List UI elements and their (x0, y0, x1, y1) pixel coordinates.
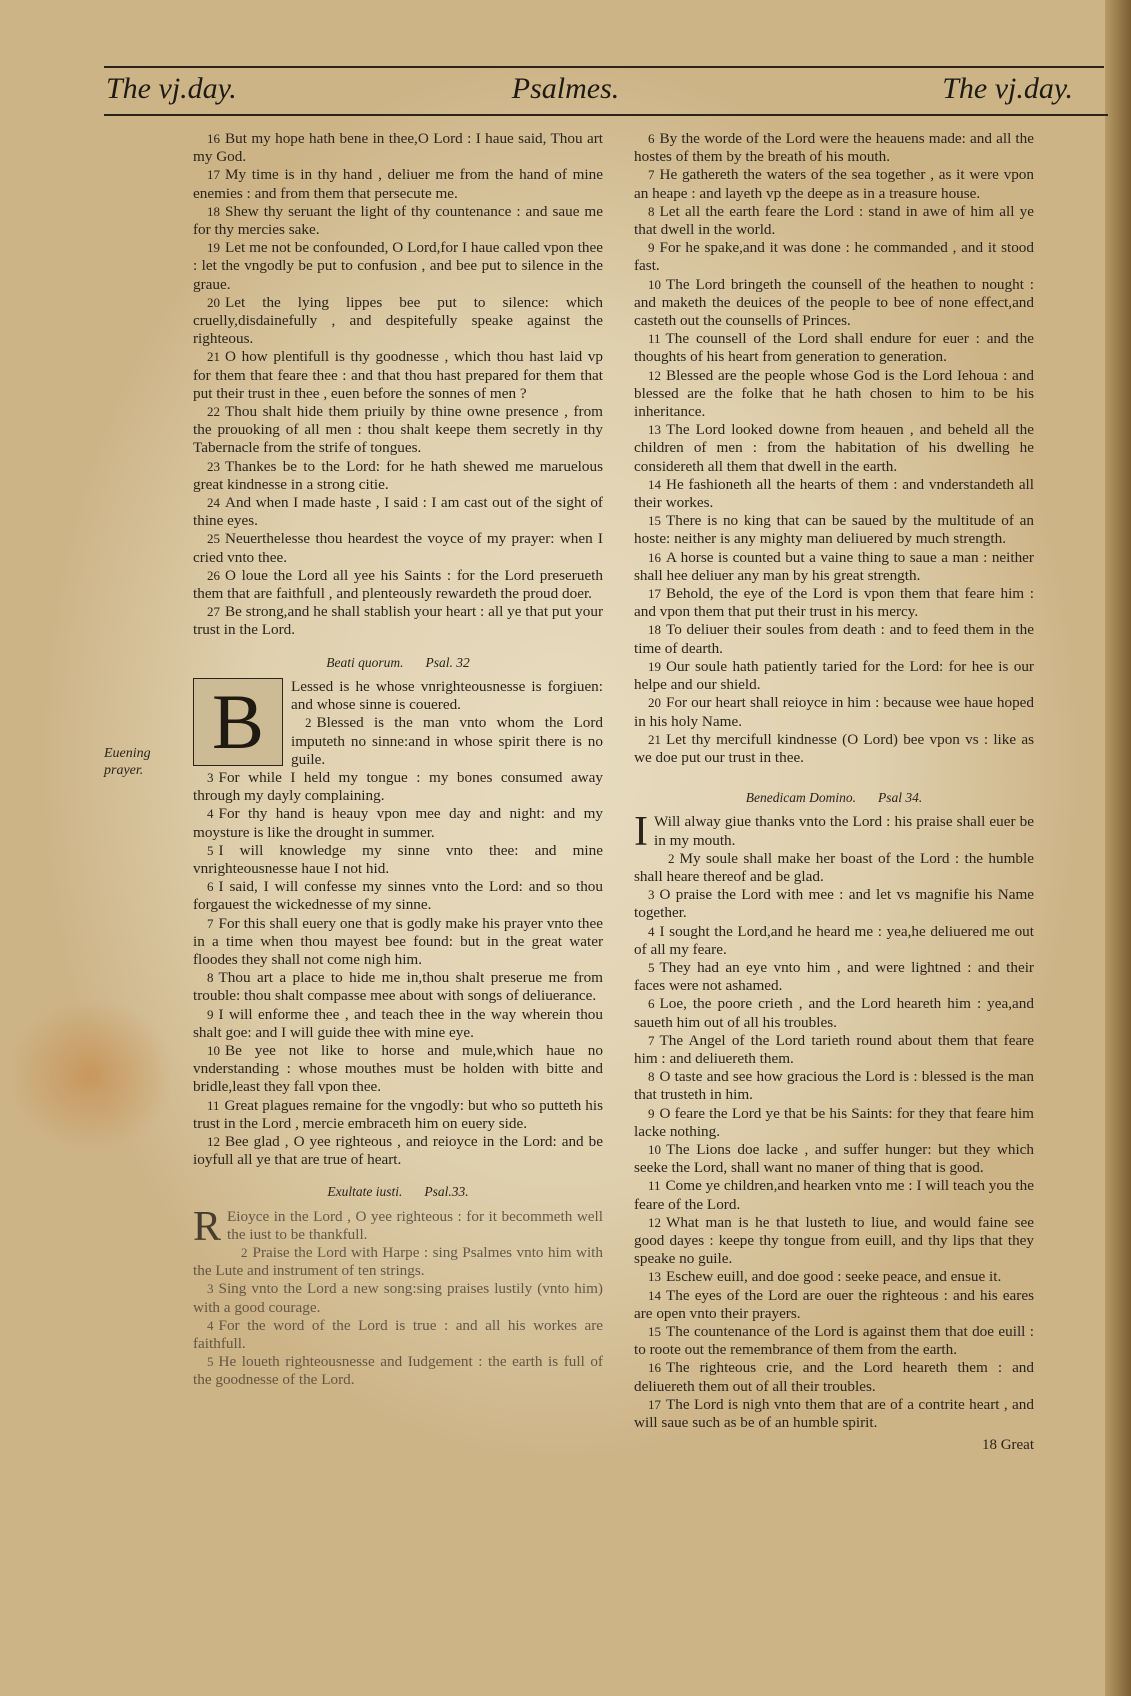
margin-note (104, 745, 164, 779)
verse-text: Our soule hath patiently taried for the Lord: for hee is our helpe and our shield. (634, 657, 1034, 694)
verse (193, 1133, 603, 1169)
verse (193, 1353, 603, 1389)
verse (634, 421, 1034, 476)
verse (634, 367, 1034, 422)
verse-number: 6 (648, 996, 655, 1012)
verse-text: I will knowledge my sinne vnto thee: and mine vnrighteousnesse haue I not hid. (193, 841, 603, 877)
verse-text: They had an eye vnto him , and were lightned : and their faces were not ashamed. (634, 958, 1034, 995)
psalm-32-heading (193, 654, 603, 672)
verse (634, 621, 1034, 657)
verse-text: Great plagues remaine for the vngodly: but who so putteth his trust in the Lord , mercie embraceth him on euery side. (193, 1096, 603, 1132)
verse (193, 130, 603, 166)
verse-text: Praise the Lord with Harpe : sing Psalmes vnto him with the Lute and instrument of ten strings. (193, 1243, 603, 1280)
verse (634, 512, 1034, 548)
verse-number: 6 (648, 131, 655, 146)
verse (634, 959, 1034, 995)
verse (193, 603, 603, 639)
verse-number: 5 (207, 842, 214, 858)
verse (193, 1317, 603, 1353)
verse (634, 1287, 1034, 1323)
verse-number: 21 (648, 731, 661, 747)
verse (193, 769, 603, 805)
verse-text: Let all the earth feare the Lord : stand in awe of him all ye that dwell in the world. (634, 202, 1034, 239)
verse-number: 27 (207, 604, 220, 620)
verse-number: 13 (648, 422, 661, 438)
verse-text: I sought the Lord,and he heard me : yea,he deliuered me out of all my feare. (634, 922, 1034, 958)
verse-text: And when I made haste , I said : I am cast out of the sight of thine eyes. (193, 494, 603, 530)
verse-text: Will alway giue thanks vnto the Lord : his praise shall euer be in my mouth. (654, 813, 1034, 849)
verse-text: Bee glad , O yee righteous , and reioyce in the Lord: and be ioyfull all ye that are true of heart. (193, 1132, 603, 1169)
verse-number: 2 (668, 850, 675, 866)
psalm-31-end (193, 130, 603, 640)
verse-text: My time is in thy hand , deliuer me from the hand of mine enemies : and from them that persecute me. (193, 166, 603, 202)
psalm-34-heading (634, 789, 1034, 807)
verse-number: 10 (648, 276, 661, 292)
verse-number: 18 (648, 622, 661, 638)
verse-text: My soule shall make her boast of the Lord : the humble shall heare thereof and be glad. (634, 849, 1034, 885)
verse-text: Behold, the eye of the Lord is vpon them that feare him : and vpon them that put their trust in his mercy. (634, 585, 1034, 621)
psalm-incipit: Exultate iusti. (327, 1184, 403, 1200)
verse-number: 23 (207, 458, 220, 474)
verse-text: He loueth righteousnesse and Iudgement : the earth is full of the goodnesse of the Lord. (193, 1353, 603, 1389)
header-rule-bottom (104, 114, 1108, 116)
verse-number: 9 (207, 1006, 214, 1022)
verse (634, 995, 1034, 1031)
verse (193, 915, 603, 970)
verse-text: O how plentifull is thy goodnesse , which thou hast laid vp for them that feare thee : and that thou hast prepared for them that put their trust in thee , euen before the sonnes of men ? (193, 348, 603, 402)
verse-number: 8 (207, 970, 214, 986)
verse-text: O taste and see how gracious the Lord is : blessed is the man that trusteth in him. (634, 1068, 1034, 1104)
verse-number: 9 (648, 240, 655, 256)
verse-text: Let thy mercifull kindnesse (O Lord) bee vpon vs : like as we doe put our trust in thee. (634, 730, 1034, 766)
verse-text: He fashioneth all the hearts of them : and vnderstandeth all their workes. (634, 475, 1034, 512)
verse-text: The eyes of the Lord are ouer the righteous : and his eares are open vnto their prayers. (634, 1286, 1034, 1322)
verse-text: A horse is counted but a vaine thing to saue a man : neither shall hee deliuer any man by his great strength. (634, 548, 1034, 584)
verse-text: Loe, the poore crieth , and the Lord heareth him : yea,and saueth him out of all his troubles. (634, 995, 1034, 1031)
psalm-incipit: Benedicam Domino. (745, 790, 856, 806)
verse-text: Eioyce in the Lord , O yee righteous : for it becommeth well the iust to be thankfull. (227, 1207, 603, 1243)
verse (634, 239, 1034, 275)
verse-number: 5 (648, 959, 655, 975)
psalm-34-first-verse (634, 809, 1034, 856)
psalm-33-heading (193, 1183, 603, 1201)
verse-text: By the worde of the Lord were the heauens made: and all the hostes of them by the breath of his mouth. (634, 130, 1034, 166)
verse (634, 130, 1034, 166)
verse-number: 17 (207, 167, 220, 183)
verse (634, 850, 1034, 886)
verse (634, 1359, 1034, 1395)
psalm-32-verses (193, 714, 603, 1169)
verse-text: Sing vnto the Lord a new song:sing praises lustily (vnto him) with a good courage. (193, 1280, 603, 1316)
verse-text: Blessed is the man vnto whom the Lord imputeth no sinne:and in whose spirit there is no guile. (291, 714, 603, 768)
verse (634, 1105, 1034, 1141)
right-column (634, 130, 1034, 1454)
running-head-left: The vj.day. (106, 72, 237, 105)
verse (193, 494, 603, 530)
margin-note-line: Euening (104, 746, 151, 761)
verse-number: 21 (207, 349, 220, 365)
verse-number: 22 (207, 404, 220, 420)
verse-text: Thankes be to the Lord: for he hath shewed me maruelous great kindnesse in a strong citie. (193, 457, 603, 493)
verse-number: 7 (207, 915, 214, 931)
verse-text: Come ye children,and hearken vnto me : I will teach you the feare of the Lord. (634, 1177, 1034, 1213)
psalm-number: Psal. 32 (425, 654, 470, 670)
verse (634, 1068, 1034, 1104)
verse-number: 25 (207, 531, 220, 547)
verse-text: Let me not be confounded, O Lord,for I haue called vpon thee : let the vngodly be put to confusion , and bee put to silence in the graue. (193, 239, 603, 293)
verse-text: For the word of the Lord is true : and all his workes are faithfull. (193, 1316, 603, 1352)
verse-text: The counsell of the Lord shall endure for euer : and the thoughts of his heart from generation to generation. (634, 330, 1034, 366)
verse (193, 878, 603, 914)
verse-text: For he spake,and it was done : he commanded , and it stood fast. (634, 239, 1034, 275)
verse-text: But my hope hath bene in thee,O Lord : I haue said, Thou art my God. (193, 130, 603, 166)
verse (193, 403, 603, 458)
verse-text: The Lord looked downe from heauen , and beheld all the children of men : from the habitation of his dwelling he considereth all them that dwell in the earth. (634, 421, 1034, 475)
verse-text: Neuerthelesse thou heardest the voyce of my prayer: when I cried vnto thee. (193, 530, 603, 566)
verse-text: Be yee not like to horse and mule,which haue no vnderstanding : whose mouthes must be holden with bitte and bridle,least they fall vpon thee. (193, 1041, 603, 1096)
verse-text: For thy hand is heauy vpon mee day and night: and my moysture is like the drought in summer. (193, 805, 603, 841)
verse (634, 694, 1034, 730)
initial-i: I (634, 809, 648, 856)
verse (634, 203, 1034, 239)
verse-number: 11 (207, 1097, 220, 1113)
verse-number: 8 (648, 203, 655, 219)
verse (634, 276, 1034, 331)
page-edge (1105, 0, 1131, 1696)
verse (634, 166, 1034, 202)
verse-text: O praise the Lord with mee : and let vs magnifie his Name together. (634, 886, 1034, 922)
verse-number: 6 (207, 879, 214, 895)
initial-letter: B (211, 677, 265, 765)
verse (193, 805, 603, 841)
verse-number: 4 (648, 923, 655, 939)
verse (634, 1396, 1034, 1432)
verse (193, 1006, 603, 1042)
verse-number: 16 (648, 1360, 661, 1376)
verse-number: 4 (207, 1317, 214, 1333)
verse-text: The countenance of the Lord is against them that doe euill : to roote out the remembrance of them from the earth. (634, 1323, 1034, 1359)
catchword: 18 Great (981, 1437, 1034, 1454)
verse-text: Let the lying lippes bee put to silence: which cruelly,disdainefully , and despitefully speake against the righteous. (193, 293, 603, 348)
verse-number: 9 (648, 1105, 655, 1121)
verse (193, 458, 603, 494)
verse (193, 1280, 603, 1316)
psalm-33-continued (634, 130, 1034, 767)
verse-number: 26 (207, 567, 220, 583)
verse-number: 5 (207, 1354, 214, 1370)
psalm-number: Psal.33. (424, 1184, 469, 1200)
verse-text: There is no king that can be saued by the multitude of an hoste: neither is any mighty man deliuered by much strength. (634, 512, 1034, 548)
verse-text: Lessed is he whose vnrighteousnesse is forgiuen: and whose sinne is couered. (291, 677, 603, 714)
verse-text: The Angel of the Lord tarieth round about them that feare him : and deliuereth them. (634, 1031, 1034, 1067)
verse-text: For this shall euery one that is godly make his prayer vnto thee in a time when thou mayest bee found: but in the great water floodes they shall not come nigh him. (193, 914, 603, 968)
verse-number: 17 (648, 586, 661, 602)
verse-number: 14 (648, 1287, 661, 1303)
verse-number: 19 (648, 658, 661, 674)
verse-text: Thou art a place to hide me in,thou shalt preserue me from trouble: thou shalt compasse mee about with songs of deliuerance. (193, 969, 603, 1005)
verse (634, 1323, 1034, 1359)
verse (634, 1177, 1034, 1213)
margin-note-line: prayer. (104, 763, 144, 778)
verse (634, 886, 1034, 922)
verse-number: 8 (648, 1069, 655, 1085)
verse-number: 24 (207, 495, 220, 511)
verse-number: 20 (648, 695, 661, 711)
verse (634, 549, 1034, 585)
running-head-title: Psalmes. (511, 72, 620, 105)
verse-text: Shew thy seruant the light of thy countenance : and saue me for thy mercies sake. (193, 202, 603, 239)
verse-text: To deliuer their soules from death : and to feed them in the time of dearth. (634, 621, 1034, 657)
header-rule-top (104, 66, 1104, 68)
verse (193, 203, 603, 239)
verse (634, 1268, 1034, 1286)
verse-number: 15 (648, 513, 661, 529)
verse-text: O feare the Lord ye that be his Saints: for they that feare him lacke nothing. (634, 1104, 1034, 1140)
verse-text: O loue the Lord all yee his Saints : for the Lord preserueth them that are faithfull , and plenteously rewardeth the proud doer. (193, 566, 603, 603)
verse-number: 10 (648, 1141, 661, 1157)
verse (634, 1214, 1034, 1269)
verse-number: 13 (648, 1269, 661, 1285)
verse (193, 530, 603, 566)
psalm-incipit: Beati quorum. (326, 654, 404, 670)
initial-r: R (193, 1203, 222, 1250)
verse-number: 4 (207, 806, 214, 822)
verse-text: For our heart shall reioyce in him : because wee haue hoped in his holy Name. (634, 694, 1034, 730)
verse-text: Thou shalt hide them priuily by thine owne presence , from the prouoking of all men : thou shalt keepe them secretly in thy Tabernacle from the strife of tongues. (193, 403, 603, 457)
verse-text: For while I held my tongue : my bones consumed away through my dayly complaining. (193, 768, 603, 805)
verse (634, 1141, 1034, 1177)
verse-number: 3 (207, 769, 214, 785)
verse (193, 567, 603, 603)
verse-number: 7 (648, 167, 655, 183)
verse-text: Be strong,and he shall stablish your heart : all ye that put your trust in the Lord. (193, 603, 603, 639)
verse-number: 12 (207, 1133, 220, 1149)
verse-number: 12 (648, 1214, 661, 1230)
decorated-initial-b (193, 678, 283, 766)
running-head-right: The vj.day. (942, 72, 1073, 105)
psalm-33-first-verse (193, 1203, 603, 1250)
verse-text: I will enforme thee , and teach thee in the way wherein thou shalt goe: and I will guide thee with mine eye. (193, 1005, 603, 1041)
verse (193, 842, 603, 878)
verse (193, 166, 603, 202)
verse (193, 1097, 603, 1133)
verse-text: The righteous crie, and the Lord heareth them : and deliuereth them out of all their troubles. (634, 1359, 1034, 1395)
verse-number: 10 (207, 1042, 220, 1058)
verse-number: 11 (648, 1178, 661, 1194)
verse (634, 923, 1034, 959)
verse-text: What man is he that lusteth to liue, and would faine see good dayes : keepe thy tongue from euill, and thy lips that they speake no guile. (634, 1213, 1034, 1268)
psalm-33-verses (193, 1244, 603, 1390)
verse-text: I said, I will confesse my sinnes vnto the Lord: and so thou forgauest the wickednesse of my sinne. (193, 878, 603, 914)
verse-text: Blessed are the people whose God is the Lord Iehoua : and blessed are the folke that he hath chosen to him to be his inheritance. (634, 366, 1034, 421)
verse (193, 348, 603, 403)
verse-number: 17 (648, 1396, 661, 1412)
verse (634, 1032, 1034, 1068)
verse-number: 19 (207, 240, 220, 256)
verse-number: 16 (207, 131, 220, 146)
psalm-34-verses (634, 850, 1034, 1433)
verse-number: 16 (648, 549, 661, 565)
verse (634, 330, 1034, 366)
psalm-number: Psal 34. (877, 790, 923, 806)
verse (634, 731, 1034, 767)
verse-number: 20 (207, 294, 220, 310)
verse-text: The Lions doe lacke , and suffer hunger: but they which seeke the Lord, shall want no maner of thing that is good. (634, 1140, 1034, 1177)
verse-text: The Lord is nigh vnto them that are of a contrite heart , and will saue such as be of an humble spirit. (634, 1395, 1034, 1432)
verse-number: 12 (648, 367, 661, 383)
verse-number: 11 (648, 331, 661, 347)
verse (634, 585, 1034, 621)
verse-number: 2 (305, 715, 312, 731)
verse (193, 1042, 603, 1097)
verse-number: 7 (648, 1032, 655, 1048)
verse-text: Eschew euill, and doe good : seeke peace, and ensue it. (666, 1268, 1002, 1286)
verse (193, 1244, 603, 1280)
verse (193, 239, 603, 294)
verse-number: 14 (648, 476, 661, 492)
verse (193, 969, 603, 1005)
verse-number: 18 (207, 203, 220, 219)
verse-text: The Lord bringeth the counsell of the heathen to nought : and maketh the deuices of the people to bee of none effect,and casteth out the counsells of Princes. (634, 275, 1034, 330)
left-column (193, 130, 603, 1390)
verse-text: He gathereth the waters of the sea together , as it were vpon an heape : and layeth vp the deepe as in a treasure house. (634, 166, 1034, 202)
verse (634, 476, 1034, 512)
verse (193, 294, 603, 349)
verse-number: 2 (241, 1244, 248, 1260)
verse (634, 658, 1034, 694)
verse-number: 3 (207, 1281, 214, 1297)
verse-number: 3 (648, 887, 655, 903)
verse-number: 15 (648, 1324, 661, 1339)
